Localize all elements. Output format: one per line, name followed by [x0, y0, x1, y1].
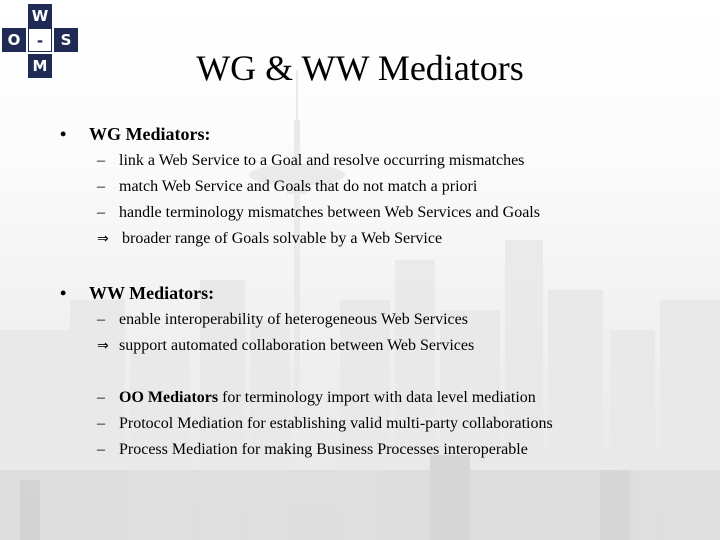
- implication-text: broader range of Goals solvable by a Web Service: [122, 230, 443, 247]
- list-item: [97, 203, 540, 223]
- logo-tile-center: -: [28, 28, 52, 52]
- list-item: [97, 310, 468, 330]
- oo-mediators-label: OO Mediators: [119, 389, 219, 406]
- dash-icon: –: [97, 311, 105, 328]
- list-item-text: handle terminology mismatches between Web Services and Goals: [119, 204, 540, 221]
- bullet-icon: •: [60, 124, 67, 144]
- list-item-text: Protocol Mediation for establishing valid multi-party collaborations: [119, 415, 553, 432]
- implies-arrow-icon: ⇒: [97, 338, 109, 354]
- dash-icon: –: [97, 152, 105, 169]
- list-item: [97, 388, 536, 408]
- implication-item: [97, 336, 474, 356]
- dash-icon: –: [97, 204, 105, 221]
- list-item-text: match Web Service and Goals that do not match a priori: [119, 178, 478, 195]
- list-item: [97, 177, 477, 197]
- list-item: [97, 440, 528, 460]
- list-item-text: Process Mediation for making Business Processes interoperable: [119, 441, 528, 458]
- list-item-text: enable interoperability of heterogeneous Web Services: [119, 311, 468, 328]
- wg-heading: WG Mediators:: [89, 124, 211, 144]
- logo-tile-top: W: [28, 4, 52, 28]
- logo-tile-right: S: [54, 28, 78, 52]
- implication-text: support automated collaboration between Web Services: [119, 337, 475, 354]
- ww-heading-line: [60, 283, 214, 303]
- logo-tile-bottom: M: [28, 54, 52, 78]
- implication-item: [97, 229, 442, 249]
- implies-arrow-icon: ⇒: [97, 231, 109, 247]
- dash-icon: –: [97, 389, 105, 406]
- list-item-text: for terminology import with data level mediation: [218, 389, 536, 406]
- ww-heading: WW Mediators:: [89, 283, 215, 303]
- slide-title: WG & WW Mediators: [196, 48, 524, 88]
- dash-icon: –: [97, 415, 105, 432]
- bullet-icon: •: [60, 283, 67, 303]
- dash-icon: –: [97, 441, 105, 458]
- list-item: [97, 414, 553, 434]
- dash-icon: –: [97, 178, 105, 195]
- wg-heading-line: [60, 124, 210, 144]
- logo-tile-left: O: [2, 28, 26, 52]
- list-item-text: link a Web Service to a Goal and resolve occurring mismatches: [119, 152, 525, 169]
- list-item: [97, 151, 524, 171]
